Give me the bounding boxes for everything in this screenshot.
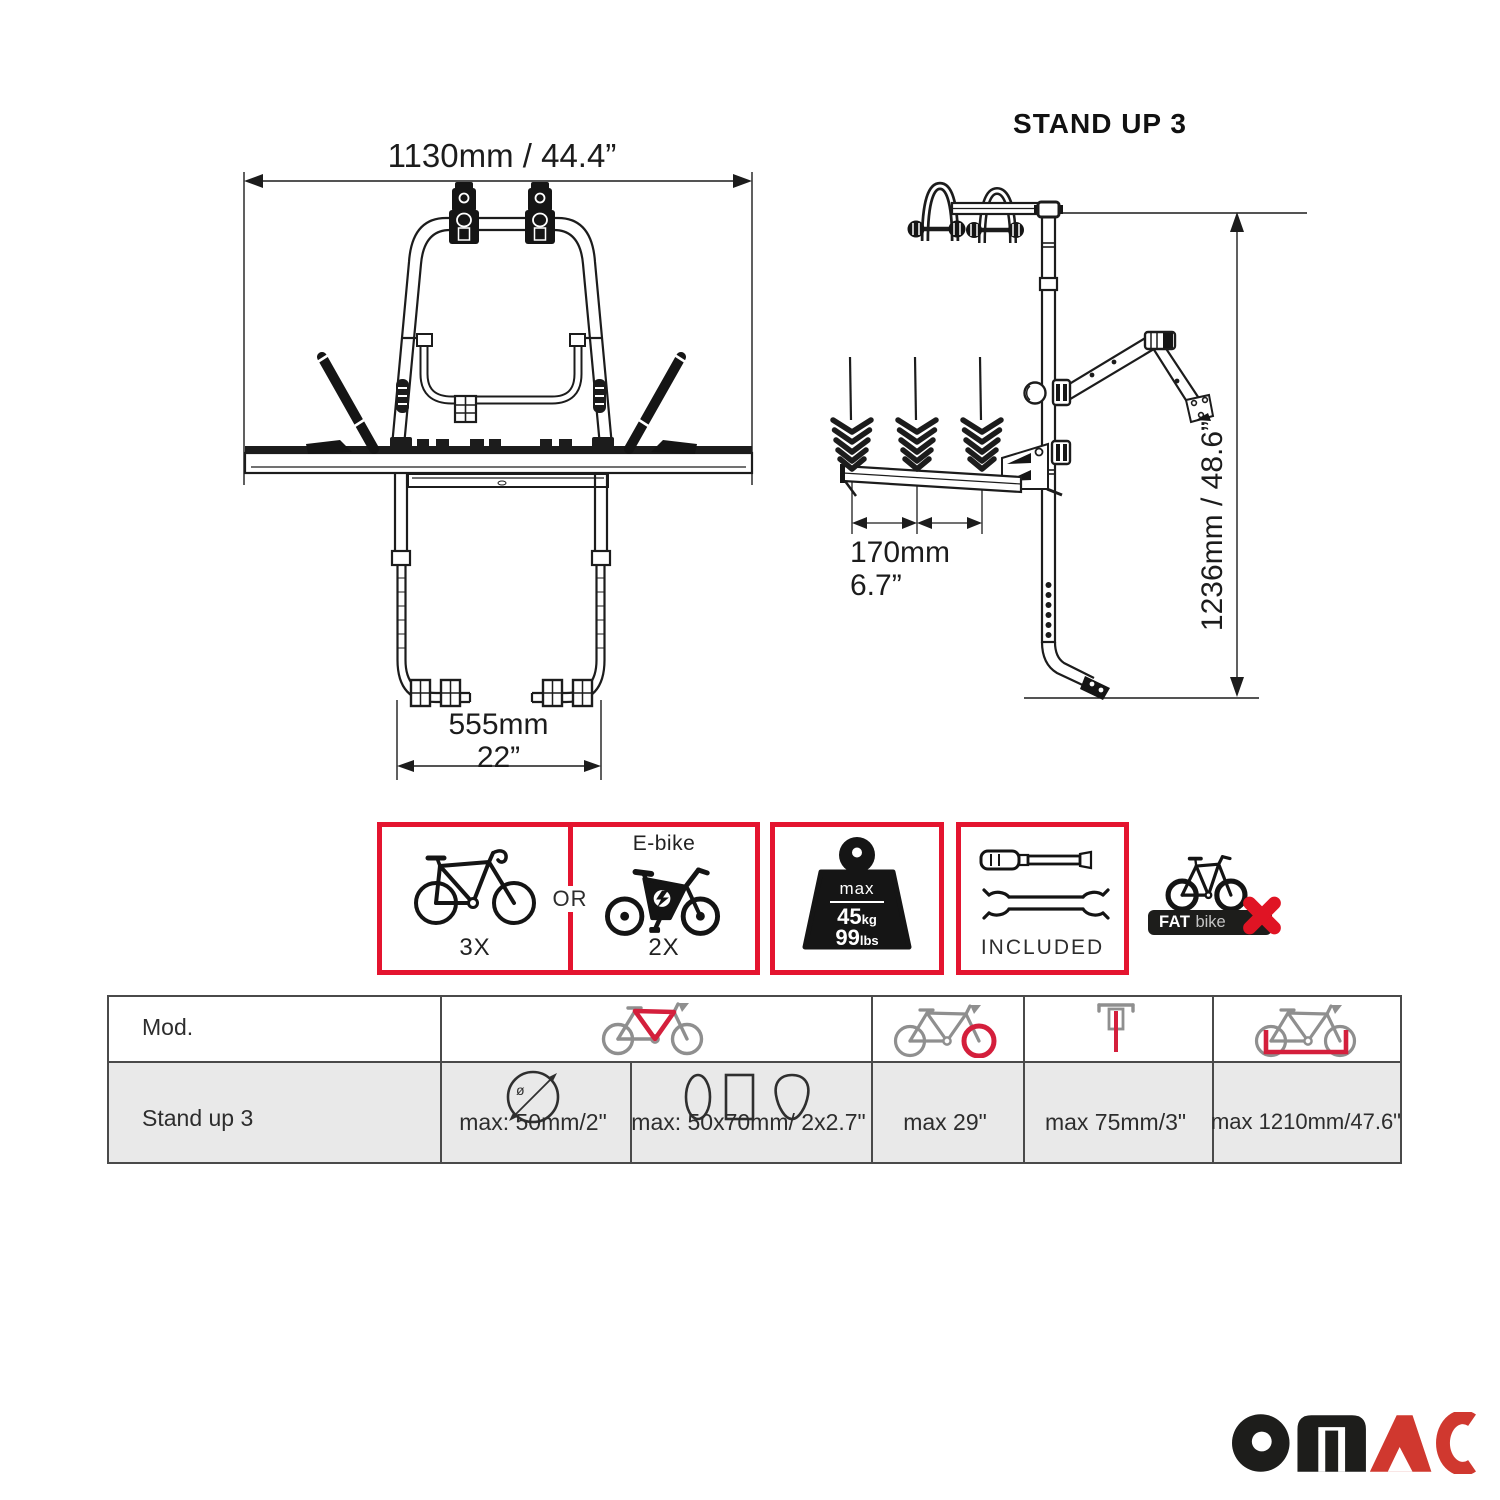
tools-included-label: INCLUDED — [980, 936, 1105, 959]
road-bike-icon — [410, 845, 540, 930]
side-view-drawing — [833, 186, 1307, 700]
omac-logo — [1232, 1412, 1480, 1474]
fat-bike-icon — [1162, 852, 1252, 912]
side-spacing-mm: 170mm — [850, 536, 951, 569]
tools-icon — [971, 841, 1121, 926]
fat-bike-plate: FAT bike — [1148, 910, 1272, 935]
fatbike-not-compatible — [1148, 850, 1298, 965]
table-model-name: Stand up 3 — [142, 1105, 254, 1131]
value-frame-profile: max: 50x70mm/ 2x2.7" — [631, 1109, 866, 1135]
front-inner-width-mm: 555mm — [448, 708, 549, 741]
badge-max-weight — [770, 822, 944, 975]
badge-ebike-capacity — [568, 822, 760, 975]
bike-length-icon — [1254, 1002, 1358, 1058]
or-label: OR — [548, 886, 592, 912]
weight-kg-label: 45kg — [837, 904, 877, 929]
badge-bike-capacity — [377, 822, 573, 975]
ebike-icon — [605, 857, 723, 941]
side-view-title: STAND UP 3 — [1013, 108, 1187, 139]
screwdriver-icon — [981, 851, 1091, 869]
bike-wheel-size-icon — [893, 1002, 997, 1058]
bike-count-label: 3X — [459, 934, 491, 961]
bike-frame-icon — [601, 1000, 705, 1056]
front-width-label: 1130mm / 44.4” — [387, 137, 617, 174]
weight-max-label: max — [839, 879, 875, 898]
value-seatpost: max 75mm/3" — [1044, 1109, 1187, 1135]
table-header-mod: Mod. — [142, 1014, 194, 1040]
wrench-icon — [984, 890, 1108, 918]
ebike-title: E-bike — [632, 832, 696, 855]
wheel-holder-chevrons — [833, 420, 1001, 469]
value-wheel-size: max 29" — [903, 1109, 987, 1135]
weight-lbs-label: 99lbs — [835, 925, 879, 950]
front-inner-width-in: 22” — [476, 741, 521, 774]
value-bike-length: max 1210mm/47.6" — [1210, 1109, 1401, 1134]
weight-divider — [830, 901, 884, 903]
side-height-label: 1236mm / 48.6” — [1196, 420, 1229, 632]
value-clamp-diameter: max: 50mm/2" — [459, 1109, 607, 1135]
seatpost-icon — [1094, 998, 1138, 1060]
side-spacing-in: 6.7” — [850, 569, 902, 602]
front-view-drawing — [244, 172, 752, 780]
ebike-count-label: 2X — [648, 934, 680, 961]
diameter-symbol: ø — [516, 1082, 525, 1098]
badge-tools-included — [956, 822, 1129, 975]
